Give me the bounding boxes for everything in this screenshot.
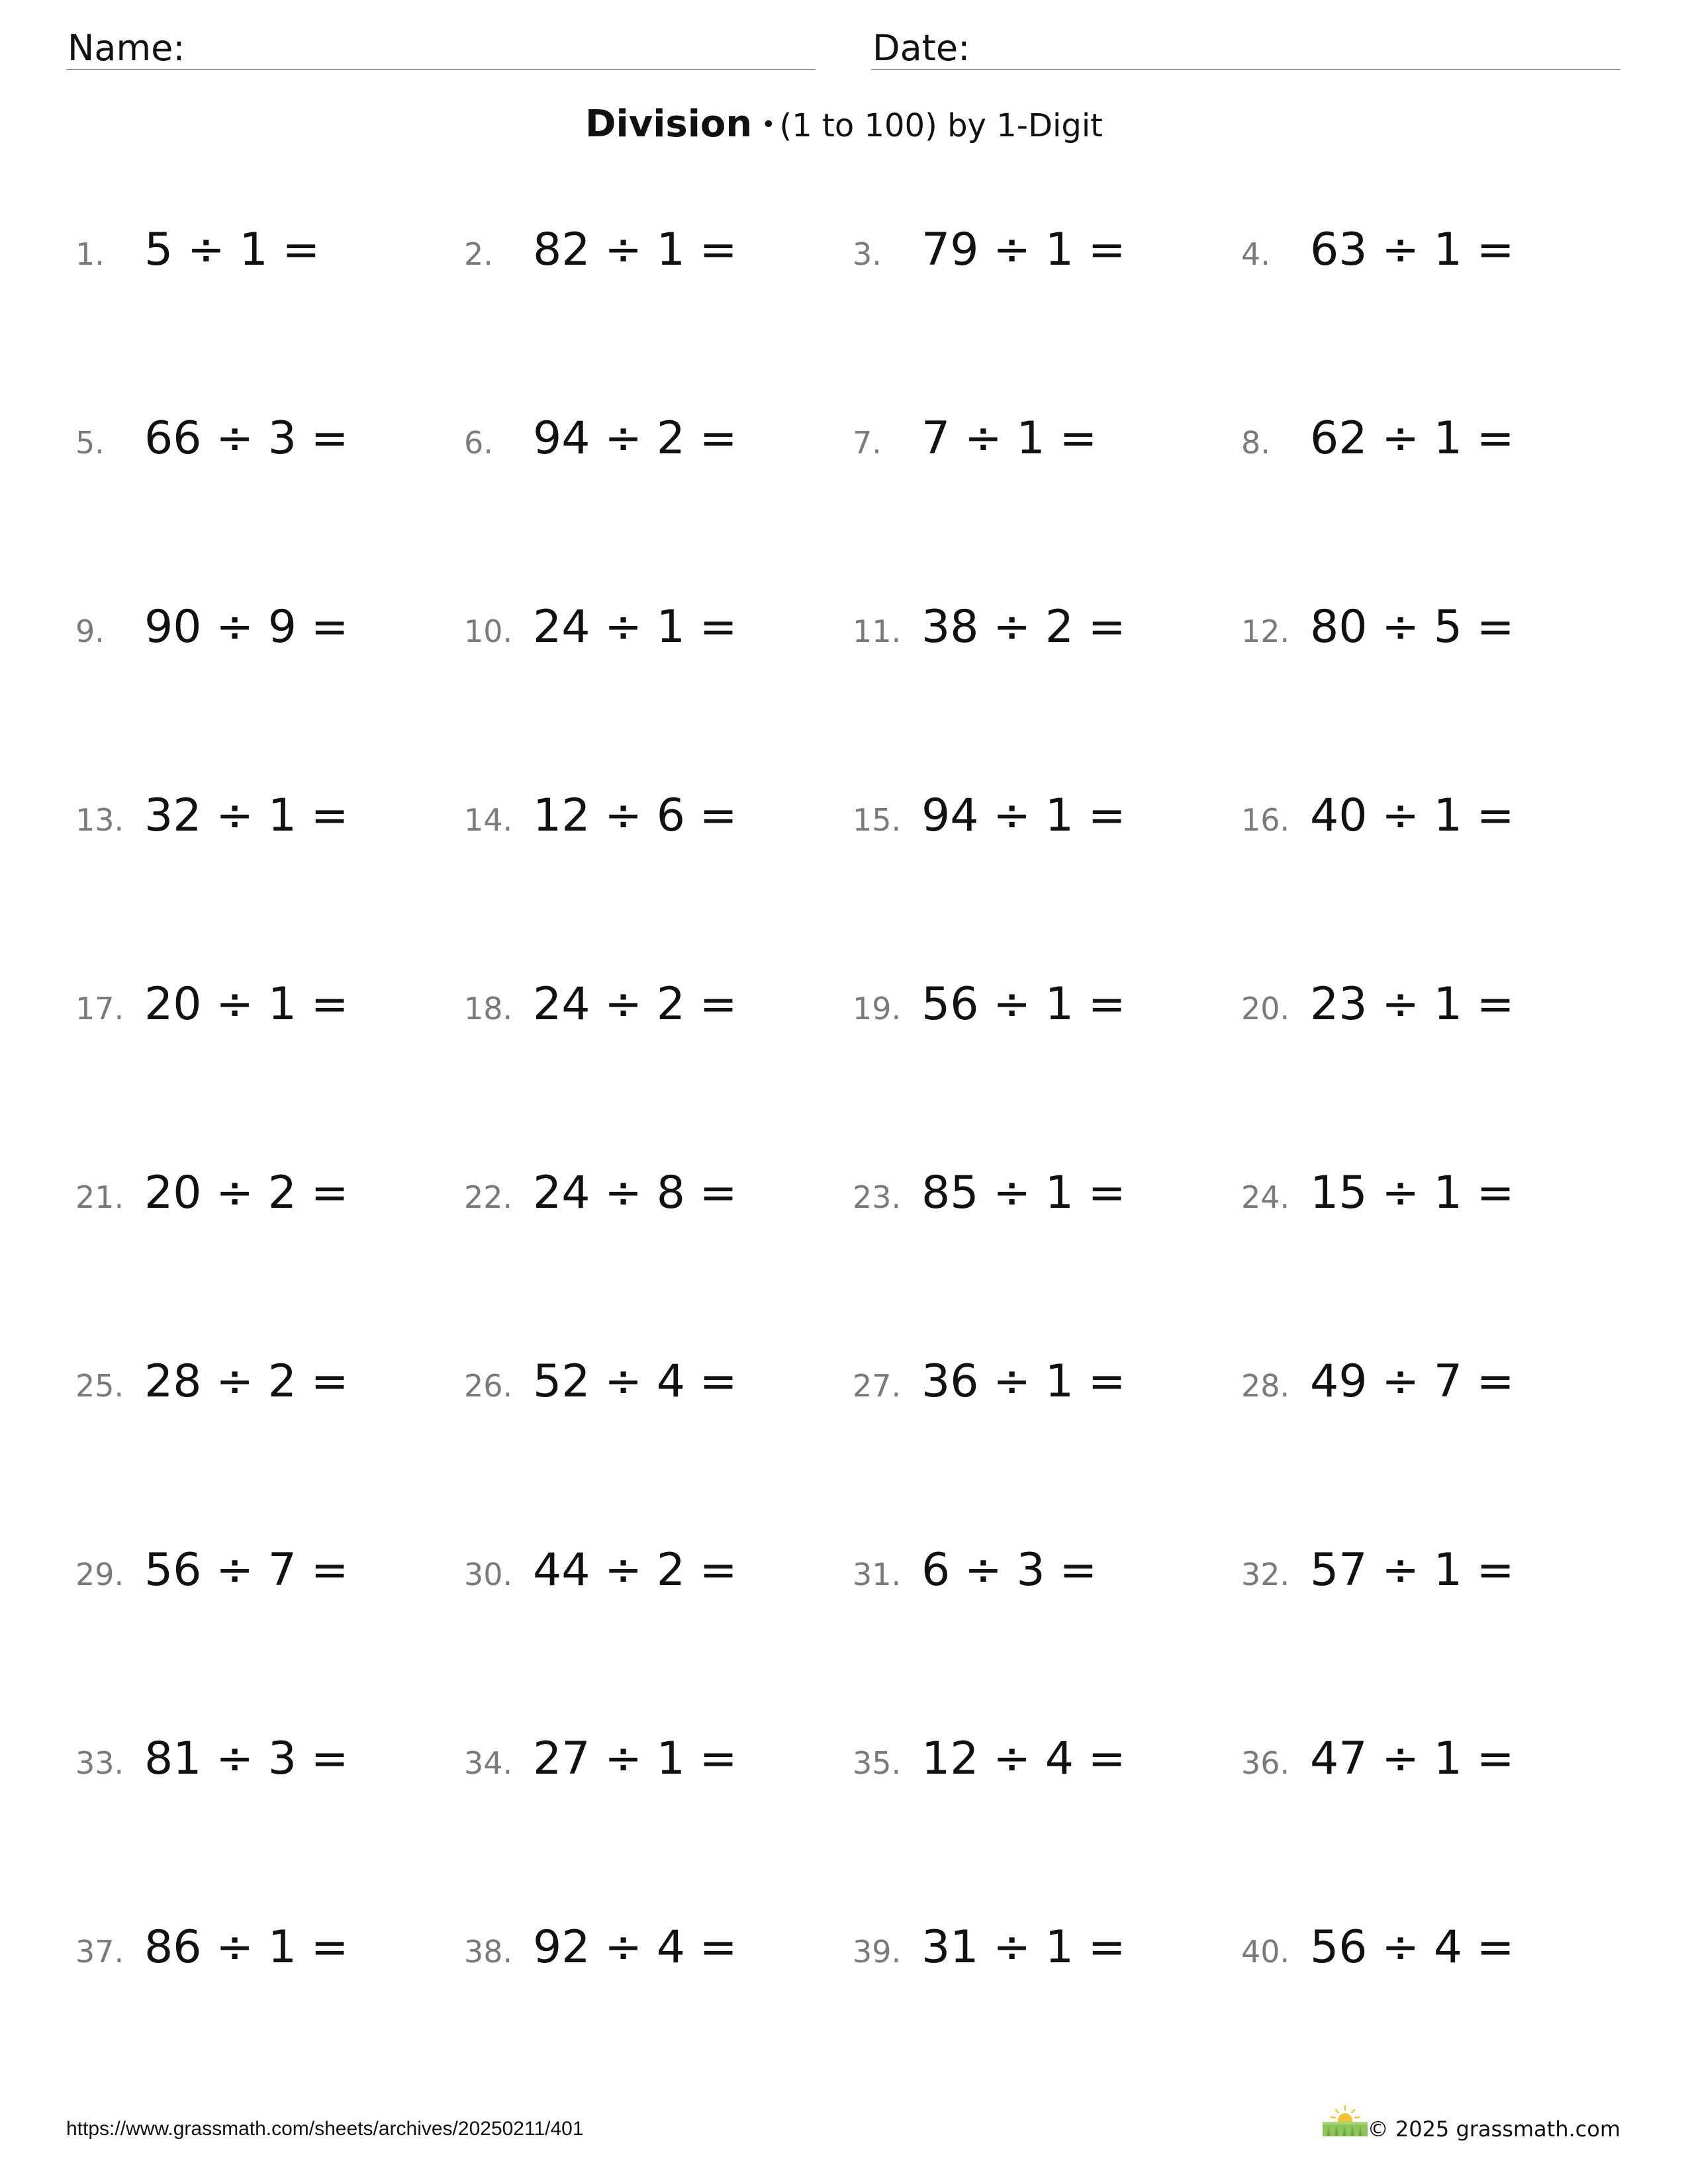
problem-expression: 38 ÷ 2 = [921, 601, 1126, 653]
problem-expression: 79 ÷ 1 = [921, 224, 1126, 276]
problem-item [66, 1544, 455, 1617]
problem-number: 38. [464, 1934, 513, 1970]
problem-item [843, 978, 1232, 1051]
problem-number: 36. [1241, 1745, 1290, 1781]
problem-item [1232, 1355, 1620, 1428]
problem-number: 26. [464, 1368, 513, 1404]
grass-sun-logo-icon [1323, 2105, 1368, 2136]
problem-number: 1. [75, 236, 105, 272]
problem-item [66, 978, 455, 1051]
date-field[interactable] [871, 20, 1620, 70]
problem-item [1232, 1167, 1620, 1240]
problem-number: 34. [464, 1745, 513, 1781]
problem-expression: 82 ÷ 1 = [533, 224, 737, 276]
problem-item [1232, 790, 1620, 862]
problem-expression: 56 ÷ 4 = [1310, 1921, 1515, 1974]
problem-number: 37. [75, 1934, 124, 1970]
problem-item [1232, 978, 1620, 1051]
problem-item [1232, 601, 1620, 674]
problem-expression: 66 ÷ 3 = [144, 412, 349, 465]
problem-expression: 24 ÷ 1 = [533, 601, 737, 653]
problem-item [66, 1733, 455, 1805]
problem-item [1232, 1733, 1620, 1805]
problem-expression: 32 ÷ 1 = [144, 790, 349, 842]
problem-expression: 47 ÷ 1 = [1310, 1733, 1515, 1785]
problem-expression: 27 ÷ 1 = [533, 1733, 737, 1785]
problem-expression: 23 ÷ 1 = [1310, 978, 1515, 1030]
problem-item [455, 1544, 843, 1617]
problem-item [843, 1921, 1232, 1994]
problem-number: 21. [75, 1179, 124, 1215]
title-main: Division [585, 103, 753, 146]
problem-number: 5. [75, 425, 105, 461]
problem-item [66, 412, 455, 485]
problem-item [66, 1167, 455, 1240]
problem-number: 35. [853, 1745, 902, 1781]
problem-number: 10. [464, 614, 513, 649]
problem-number: 23. [853, 1179, 902, 1215]
problem-item [1232, 412, 1620, 485]
problem-number: 39. [853, 1934, 902, 1970]
problem-number: 11. [853, 614, 902, 649]
problem-item [455, 790, 843, 862]
problem-item [455, 224, 843, 296]
problem-expression: 6 ÷ 3 = [921, 1544, 1098, 1596]
problem-number: 7. [853, 425, 882, 461]
problem-expression: 92 ÷ 4 = [533, 1921, 737, 1974]
problem-item [843, 1733, 1232, 1805]
problem-expression: 94 ÷ 2 = [533, 412, 737, 465]
problem-expression: 5 ÷ 1 = [144, 224, 320, 276]
problem-number: 6. [464, 425, 493, 461]
problem-expression: 7 ÷ 1 = [921, 412, 1098, 465]
problem-number: 9. [75, 614, 105, 649]
problem-expression: 86 ÷ 1 = [144, 1921, 349, 1974]
problem-number: 29. [75, 1557, 124, 1592]
title-bullet: • [761, 111, 776, 138]
problem-item [1232, 1921, 1620, 1994]
problem-number: 32. [1241, 1557, 1290, 1592]
problem-expression: 12 ÷ 6 = [533, 790, 737, 842]
problem-expression: 40 ÷ 1 = [1310, 790, 1515, 842]
worksheet-title [0, 103, 1688, 146]
problem-number: 33. [75, 1745, 124, 1781]
problem-number: 12. [1241, 614, 1290, 649]
problem-expression: 44 ÷ 2 = [533, 1544, 737, 1596]
problem-number: 3. [853, 236, 882, 272]
problem-item [66, 224, 455, 296]
problem-expression: 63 ÷ 1 = [1310, 224, 1515, 276]
name-field[interactable] [66, 20, 816, 70]
problem-number: 30. [464, 1557, 513, 1592]
footer-copyright: © 2025 grassmath.com [1367, 2116, 1620, 2142]
problem-item [455, 412, 843, 485]
problem-number: 40. [1241, 1934, 1290, 1970]
problem-expression: 81 ÷ 3 = [144, 1733, 349, 1785]
problem-item [843, 601, 1232, 674]
problem-expression: 80 ÷ 5 = [1310, 601, 1515, 653]
problem-item [66, 790, 455, 862]
problem-item [843, 224, 1232, 296]
problem-item [843, 1167, 1232, 1240]
problem-number: 8. [1241, 425, 1270, 461]
problem-number: 20. [1241, 991, 1290, 1026]
footer-url: https://www.grassmath.com/sheets/archives/20250211/401 [66, 2118, 584, 2140]
title-subtitle: (1 to 100) by 1-Digit [779, 107, 1103, 144]
problem-item [66, 1921, 455, 1994]
problem-item [455, 601, 843, 674]
problem-expression: 57 ÷ 1 = [1310, 1544, 1515, 1596]
problem-item [843, 790, 1232, 862]
problem-number: 17. [75, 991, 124, 1026]
problem-expression: 24 ÷ 2 = [533, 978, 737, 1030]
problem-number: 16. [1241, 802, 1290, 838]
problem-number: 24. [1241, 1179, 1290, 1215]
problem-number: 15. [853, 802, 902, 838]
problem-item [66, 1355, 455, 1428]
problem-number: 25. [75, 1368, 124, 1404]
problem-number: 31. [853, 1557, 902, 1592]
problem-number: 13. [75, 802, 124, 838]
problem-expression: 62 ÷ 1 = [1310, 412, 1515, 465]
problem-item [455, 1355, 843, 1428]
problem-number: 14. [464, 802, 513, 838]
problem-number: 2. [464, 236, 493, 272]
problem-expression: 15 ÷ 1 = [1310, 1167, 1515, 1219]
problem-item [843, 412, 1232, 485]
problem-expression: 52 ÷ 4 = [533, 1355, 737, 1408]
problem-expression: 36 ÷ 1 = [921, 1355, 1126, 1408]
problem-expression: 20 ÷ 1 = [144, 978, 349, 1030]
problem-grid [66, 224, 1620, 2110]
problem-number: 22. [464, 1179, 513, 1215]
problem-expression: 56 ÷ 1 = [921, 978, 1126, 1030]
problem-item [1232, 1544, 1620, 1617]
problem-number: 4. [1241, 236, 1270, 272]
problem-item [455, 1733, 843, 1805]
problem-number: 28. [1241, 1368, 1290, 1404]
problem-number: 19. [853, 991, 902, 1026]
problem-expression: 20 ÷ 2 = [144, 1167, 349, 1219]
problem-expression: 56 ÷ 7 = [144, 1544, 349, 1596]
problem-item [843, 1544, 1232, 1617]
problem-expression: 49 ÷ 7 = [1310, 1355, 1515, 1408]
problem-expression: 12 ÷ 4 = [921, 1733, 1126, 1785]
problem-number: 27. [853, 1368, 902, 1404]
problem-number: 18. [464, 991, 513, 1026]
problem-expression: 90 ÷ 9 = [144, 601, 349, 653]
problem-item [455, 978, 843, 1051]
problem-expression: 85 ÷ 1 = [921, 1167, 1126, 1219]
name-label: Name: [68, 27, 185, 69]
problem-item [66, 601, 455, 674]
problem-item [455, 1921, 843, 1994]
problem-item [1232, 224, 1620, 296]
problem-expression: 24 ÷ 8 = [533, 1167, 737, 1219]
problem-expression: 94 ÷ 1 = [921, 790, 1126, 842]
problem-expression: 31 ÷ 1 = [921, 1921, 1126, 1974]
problem-item [455, 1167, 843, 1240]
problem-item [843, 1355, 1232, 1428]
date-label: Date: [872, 27, 970, 69]
problem-expression: 28 ÷ 2 = [144, 1355, 349, 1408]
